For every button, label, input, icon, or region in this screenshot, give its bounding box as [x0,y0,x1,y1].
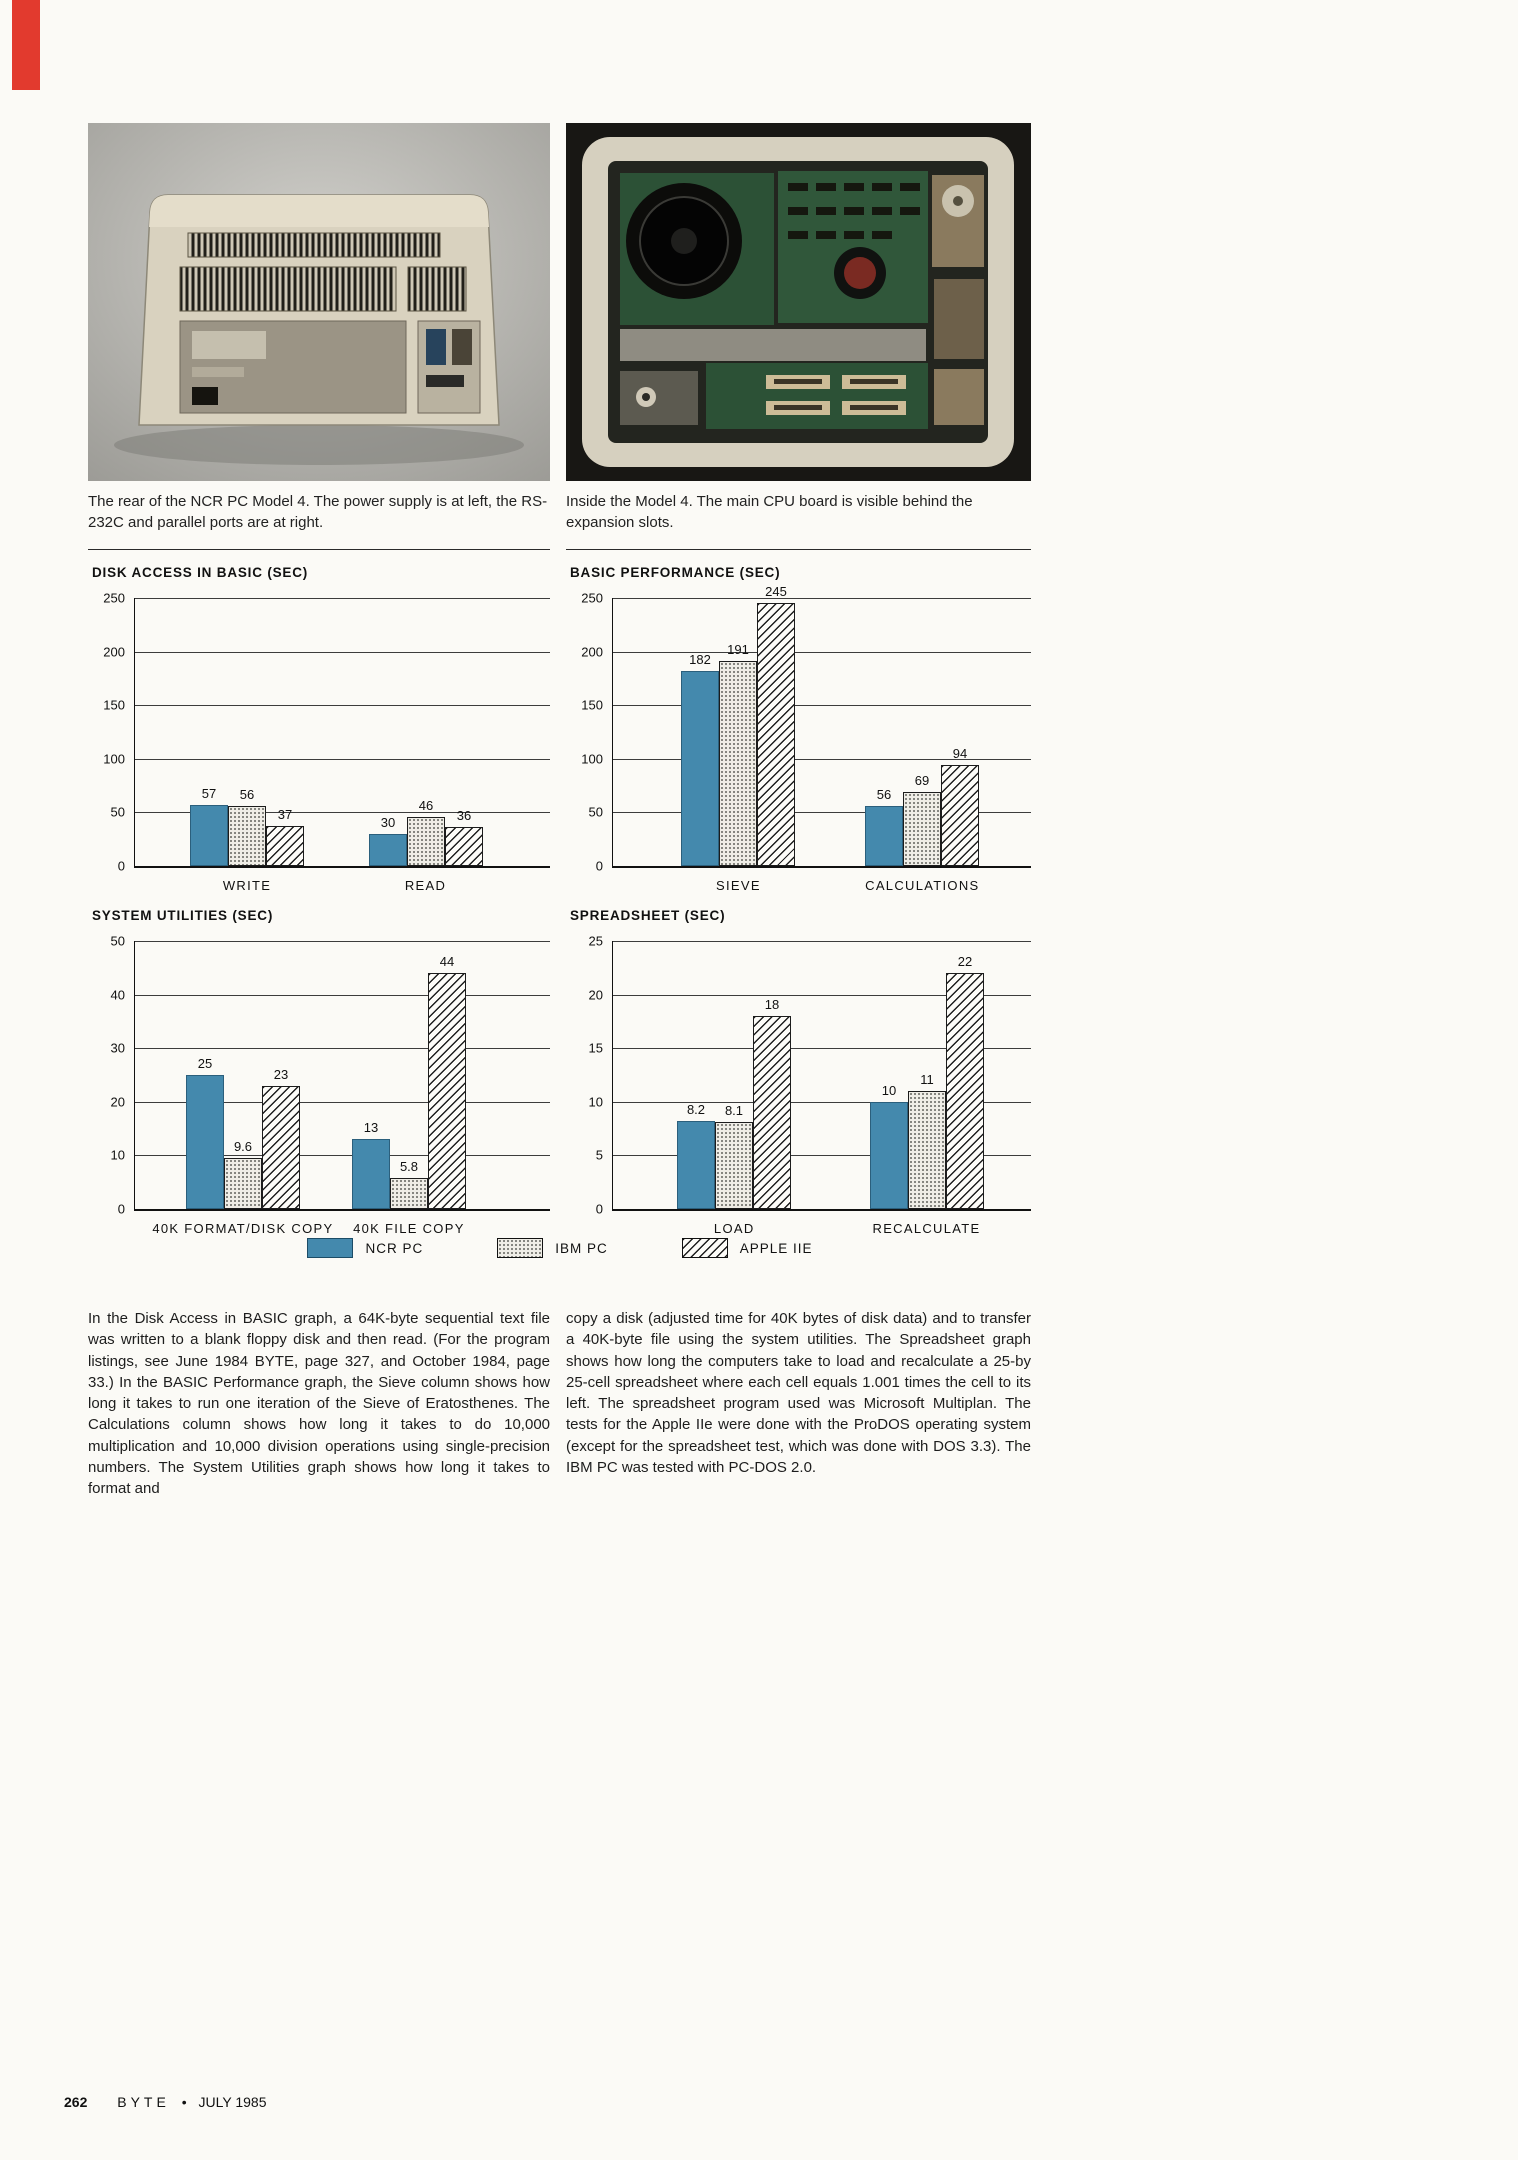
bar-value-label: 57 [201,786,217,801]
legend-item-ncr-pc [307,1238,423,1258]
y-tick-label: 20 [110,1094,125,1110]
interior-photo-figure [566,123,1031,481]
y-tick-label: 15 [588,1040,603,1056]
gridline [135,759,550,760]
category-label: RECALCULATE [872,1221,981,1236]
bar-value-label: 8.2 [686,1102,706,1117]
body-text-left-column: In the Disk Access in BASIC graph, a 64K-byte sequential text file was written to a blank floppy disk and then read. (For the program listings, see June 1984 BYTE, page 327, and October 1984, page 33.) In the BASIC Performance graph, the Sieve column shows how long it takes to run one iteration of the Sieve of Eratosthenes. The Calculations column shows how long it takes to do 10,000 multiplication and 10,000 division operations using single-precision numbers. The System Utilities graph shows how long it takes to format and [88,1310,550,1498]
bar-ibm-pc [407,817,445,866]
y-tick-label: 50 [588,804,603,820]
y-tick-label: 0 [117,858,125,874]
bar-value-label: 11 [920,1072,934,1087]
bar-value-label: 25 [197,1056,213,1071]
hatch-swatch [682,1238,728,1258]
chart-system-utilities [88,908,550,1238]
chart-basic-performance [566,565,1031,895]
bar-value-label: 18 [764,997,780,1012]
footer-issue-date: JULY 1985 [198,2094,267,2110]
y-tick-label: 10 [588,1094,603,1110]
bar-value-label: 13 [363,1120,379,1135]
gridline [135,705,550,706]
chart-plot-area [588,933,1031,1236]
y-tick-label: 0 [117,1201,125,1217]
y-tick-label: 50 [110,804,125,820]
caption-interior-photo: Inside the Model 4. The main CPU board is visible behind the expansion slots. [566,492,1031,550]
bar-value-label: 10 [881,1083,897,1098]
bar-apple-iie [941,765,979,866]
chart-title: SYSTEM UTILITIES (SEC) [92,908,274,923]
rear-photo-figure [88,123,550,481]
gridline [135,652,550,653]
rear-photo-illustration [88,123,550,481]
bar-ncr-pc [865,806,903,866]
bar-value-label: 9.6 [233,1139,253,1154]
bar-value-label: 182 [689,652,711,667]
gridline [135,1048,550,1049]
y-tick-label: 20 [588,987,603,1003]
legend-item-ibm-pc [497,1238,608,1258]
y-tick-label: 0 [595,858,603,874]
bar-ibm-pc [908,1091,946,1209]
y-tick-label: 150 [103,697,125,713]
y-tick-label: 5 [595,1147,603,1163]
gridline [135,941,550,942]
bar-value-label: 8.1 [724,1103,744,1118]
stipple-swatch [497,1238,543,1258]
page-number: 262 [64,2094,88,2110]
bar-value-label: 30 [380,815,396,830]
bar-ncr-pc [870,1102,908,1209]
gridline [613,598,1031,599]
bar-ibm-pc [719,661,757,866]
bar-value-label: 46 [418,798,434,813]
y-tick-label: 200 [103,644,125,660]
red-bleed-strip [12,0,40,90]
bar-ncr-pc [681,671,719,866]
category-label: 40K FILE COPY [353,1221,465,1236]
legend-label: IBM PC [555,1240,608,1256]
chart-plot-area [110,933,550,1236]
category-label: CALCULATIONS [865,878,980,893]
bar-ncr-pc [369,834,407,866]
y-tick-label: 200 [581,644,603,660]
bar-apple-iie [262,1086,300,1209]
bar-value-label: 5.8 [399,1159,419,1174]
chart-legend [88,1238,1032,1258]
gridline [135,995,550,996]
gridline [135,598,550,599]
category-label: WRITE [222,878,272,893]
y-tick-label: 25 [588,933,603,949]
bar-value-label: 191 [727,642,749,657]
body-text-right-column: copy a disk (adjusted time for 40K bytes of disk data) and to transfer a 40K-byte file using the system utilities. The Spreadsheet graph shows how long the computers take to load and recalculate a 25-by 25-cell spreadsheet where each cell equals 1.001 times the cell to its left. The spreadsheet program used was Microsoft Multiplan. The tests for the Apple IIe were done with the ProDOS operating system (except for the spreadsheet test, which was done with DOS 3.3). The IBM PC was tested with PC-DOS 2.0. [566,1310,1031,1477]
chart-plot-area [581,584,1031,893]
category-label: SIEVE [715,878,761,893]
y-tick-label: 100 [103,751,125,767]
bar-apple-iie [946,973,984,1209]
bar-value-label: 22 [957,954,973,969]
bar-apple-iie [753,1016,791,1209]
bar-ncr-pc [190,805,228,866]
bar-ibm-pc [390,1178,428,1209]
solid-swatch [307,1238,353,1258]
bar-value-label: 37 [277,807,293,822]
chart-title: SPREADSHEET (SEC) [570,908,726,923]
legend-label: APPLE IIE [739,1240,813,1256]
legend-item-apple-iie [682,1238,813,1258]
bar-value-label: 23 [273,1067,289,1082]
y-tick-label: 250 [581,590,603,606]
chart-spreadsheet [566,908,1031,1238]
category-label: 40K FORMAT/DISK COPY [152,1221,334,1236]
bar-value-label: 36 [456,808,472,823]
chart-plot-area [103,590,550,893]
bar-apple-iie [445,827,483,866]
category-label: READ [404,878,447,893]
chart-title: BASIC PERFORMANCE (SEC) [570,565,781,580]
bar-value-label: 44 [439,954,455,969]
footer-separator: • [181,2094,187,2110]
bar-apple-iie [428,973,466,1209]
bar-value-label: 94 [952,746,968,761]
legend-label: NCR PC [365,1240,424,1256]
bar-value-label: 69 [914,773,930,788]
y-tick-label: 40 [110,987,125,1003]
y-tick-label: 150 [581,697,603,713]
bar-ncr-pc [677,1121,715,1209]
magazine-name: BYTE [117,2094,170,2110]
chart-title: DISK ACCESS IN BASIC (SEC) [92,565,309,580]
gridline [613,941,1031,942]
y-tick-label: 50 [110,933,125,949]
bar-ncr-pc [352,1139,390,1209]
y-tick-label: 250 [103,590,125,606]
gridline [613,705,1031,706]
page-footer [64,2094,267,2110]
chart-disk-access-in-basic [88,565,550,895]
y-tick-label: 100 [581,751,603,767]
bar-apple-iie [757,603,795,866]
bar-ibm-pc [903,792,941,866]
bar-value-label: 56 [876,787,892,802]
bar-apple-iie [266,826,304,866]
bar-ibm-pc [224,1158,262,1209]
y-tick-label: 30 [110,1040,125,1056]
category-label: LOAD [713,1221,755,1236]
y-tick-label: 0 [595,1201,603,1217]
y-tick-label: 10 [110,1147,125,1163]
caption-rear-photo: The rear of the NCR PC Model 4. The power supply is at left, the RS-232C and parallel ports are at right. [88,492,550,550]
bar-value-label: 56 [239,787,255,802]
bar-value-label: 245 [765,584,787,599]
bar-ibm-pc [715,1122,753,1209]
interior-photo-illustration [566,123,1031,481]
